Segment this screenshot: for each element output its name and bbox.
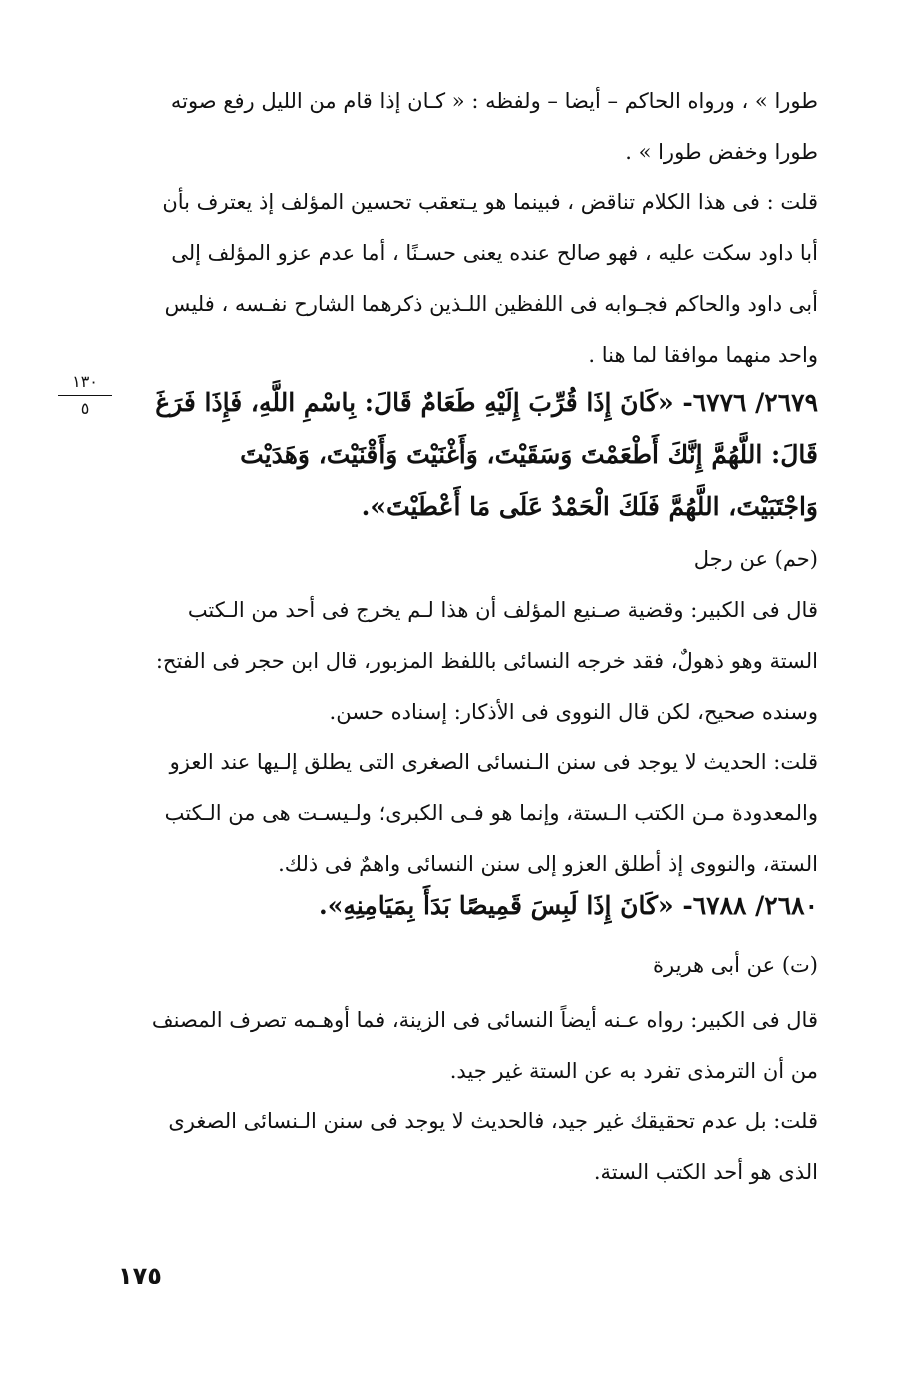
text-line: قلت: الحديث لا يوجد فى سنن الـنسائى الصغرى التى يطلق إلـيها عند العزو [169, 750, 818, 774]
paragraph-comment-2 [118, 737, 818, 890]
hadith-source-2 [118, 940, 818, 991]
text-line: قال فى الكبير: وقضية صـنيع المؤلف أن هذا لـم يخرج فى أحد من الـكتب [187, 598, 818, 622]
hadith-source-1 [118, 534, 818, 585]
paragraph-comment-3 [118, 1096, 818, 1198]
text-line: الستة، والنووى إذ أطلق العزو إلى سنن النسائى واهمٌ فى ذلك. [278, 852, 818, 876]
margin-ref-denominator: ٥ [80, 399, 90, 418]
margin-ref-numerator: ١٣٠ [58, 373, 112, 396]
text-line: الذى هو أحد الكتب الستة. [593, 1160, 818, 1184]
paragraph-intro [118, 76, 818, 178]
text-line: أبى داود والحاكم فجـوابه فى اللفظين اللـذين ذكرهما الشارح نفـسه ، فليس [164, 292, 818, 316]
text-line: قلت: بل عدم تحقيقك غير جيد، فالحديث لا يوجد فى سنن الـنسائى الصغرى [168, 1109, 818, 1133]
text-line: وسنده صحيح، لكن قال النووى فى الأذكار: إسناده حسن. [329, 700, 818, 724]
text-line: (حم) عن رجل [693, 547, 818, 571]
text-line: قَالَ: اللَّهُمَّ إِنَّكَ أَطْعَمْتَ وَسَقَيْتَ، وَأَغْنَيْتَ وَأَقْنَيْتَ، وَهَدَيْتَ [240, 440, 818, 469]
text-line: ٢٦٨٠/ ٦٧٨٨- «كَانَ إِذَا لَبِسَ قَمِيصًا بَدَأَ بِمَيَامِنِهِ». [319, 891, 818, 920]
margin-page-reference [58, 373, 112, 418]
text-line: الستة وهو ذهولٌ، فقد خرجه النسائى باللفظ المزبور، قال ابن حجر فى الفتح: [155, 649, 818, 673]
paragraph-kabir-2 [118, 995, 818, 1097]
text-line: واحد منهما موافقا لما هنا . [588, 343, 818, 367]
hadith-2680 [118, 880, 818, 932]
paragraph-kabir-1 [118, 585, 818, 738]
page-number: ١٧٥ [118, 1262, 162, 1290]
text-line: قال فى الكبير: رواه عـنه أيضاً النسائى فى الزينة، فما أوهـمه تصرف المصنف [151, 1008, 818, 1032]
text-line: من أن الترمذى تفرد به عن الستة غير جيد. [449, 1059, 818, 1083]
text-line: قلت : فى هذا الكلام تناقض ، فبينما هو يـتعقب تحسين المؤلف إذ يعترف بأن [162, 190, 818, 214]
text-line: والمعدودة مـن الكتب الـستة، وإنما هو فـى الكبرى؛ ولـيسـت هى من الـكتب [164, 801, 818, 825]
text-line: ٢٦٧٩/ ٦٧٧٦- «كَانَ إِذَا قُرِّبَ إِلَيْهِ طَعَامٌ قَالَ: بِاسْمِ اللَّهِ، فَإِذَا فَرَغَ [155, 388, 818, 417]
paragraph-comment-1 [118, 177, 818, 381]
text-line: طورا » ، ورواه الحاكم – أيضا – ولفظه : « كـان إذا قام من الليل رفع صوته [170, 89, 818, 113]
hadith-2679 [118, 377, 818, 533]
text-line: وَاجْتَبَيْتَ، اللَّهُمَّ فَلَكَ الْحَمْدُ عَلَى مَا أَعْطَيْتَ». [361, 492, 818, 521]
text-line: (ت) عن أبى هريرة [653, 953, 818, 977]
text-line: أبا داود سكت عليه ، فهو صالح عنده يعنى حسـنًا ، أما عدم عزو المؤلف إلى [171, 241, 818, 265]
text-line: طورا وخفض طورا » . [625, 140, 818, 164]
